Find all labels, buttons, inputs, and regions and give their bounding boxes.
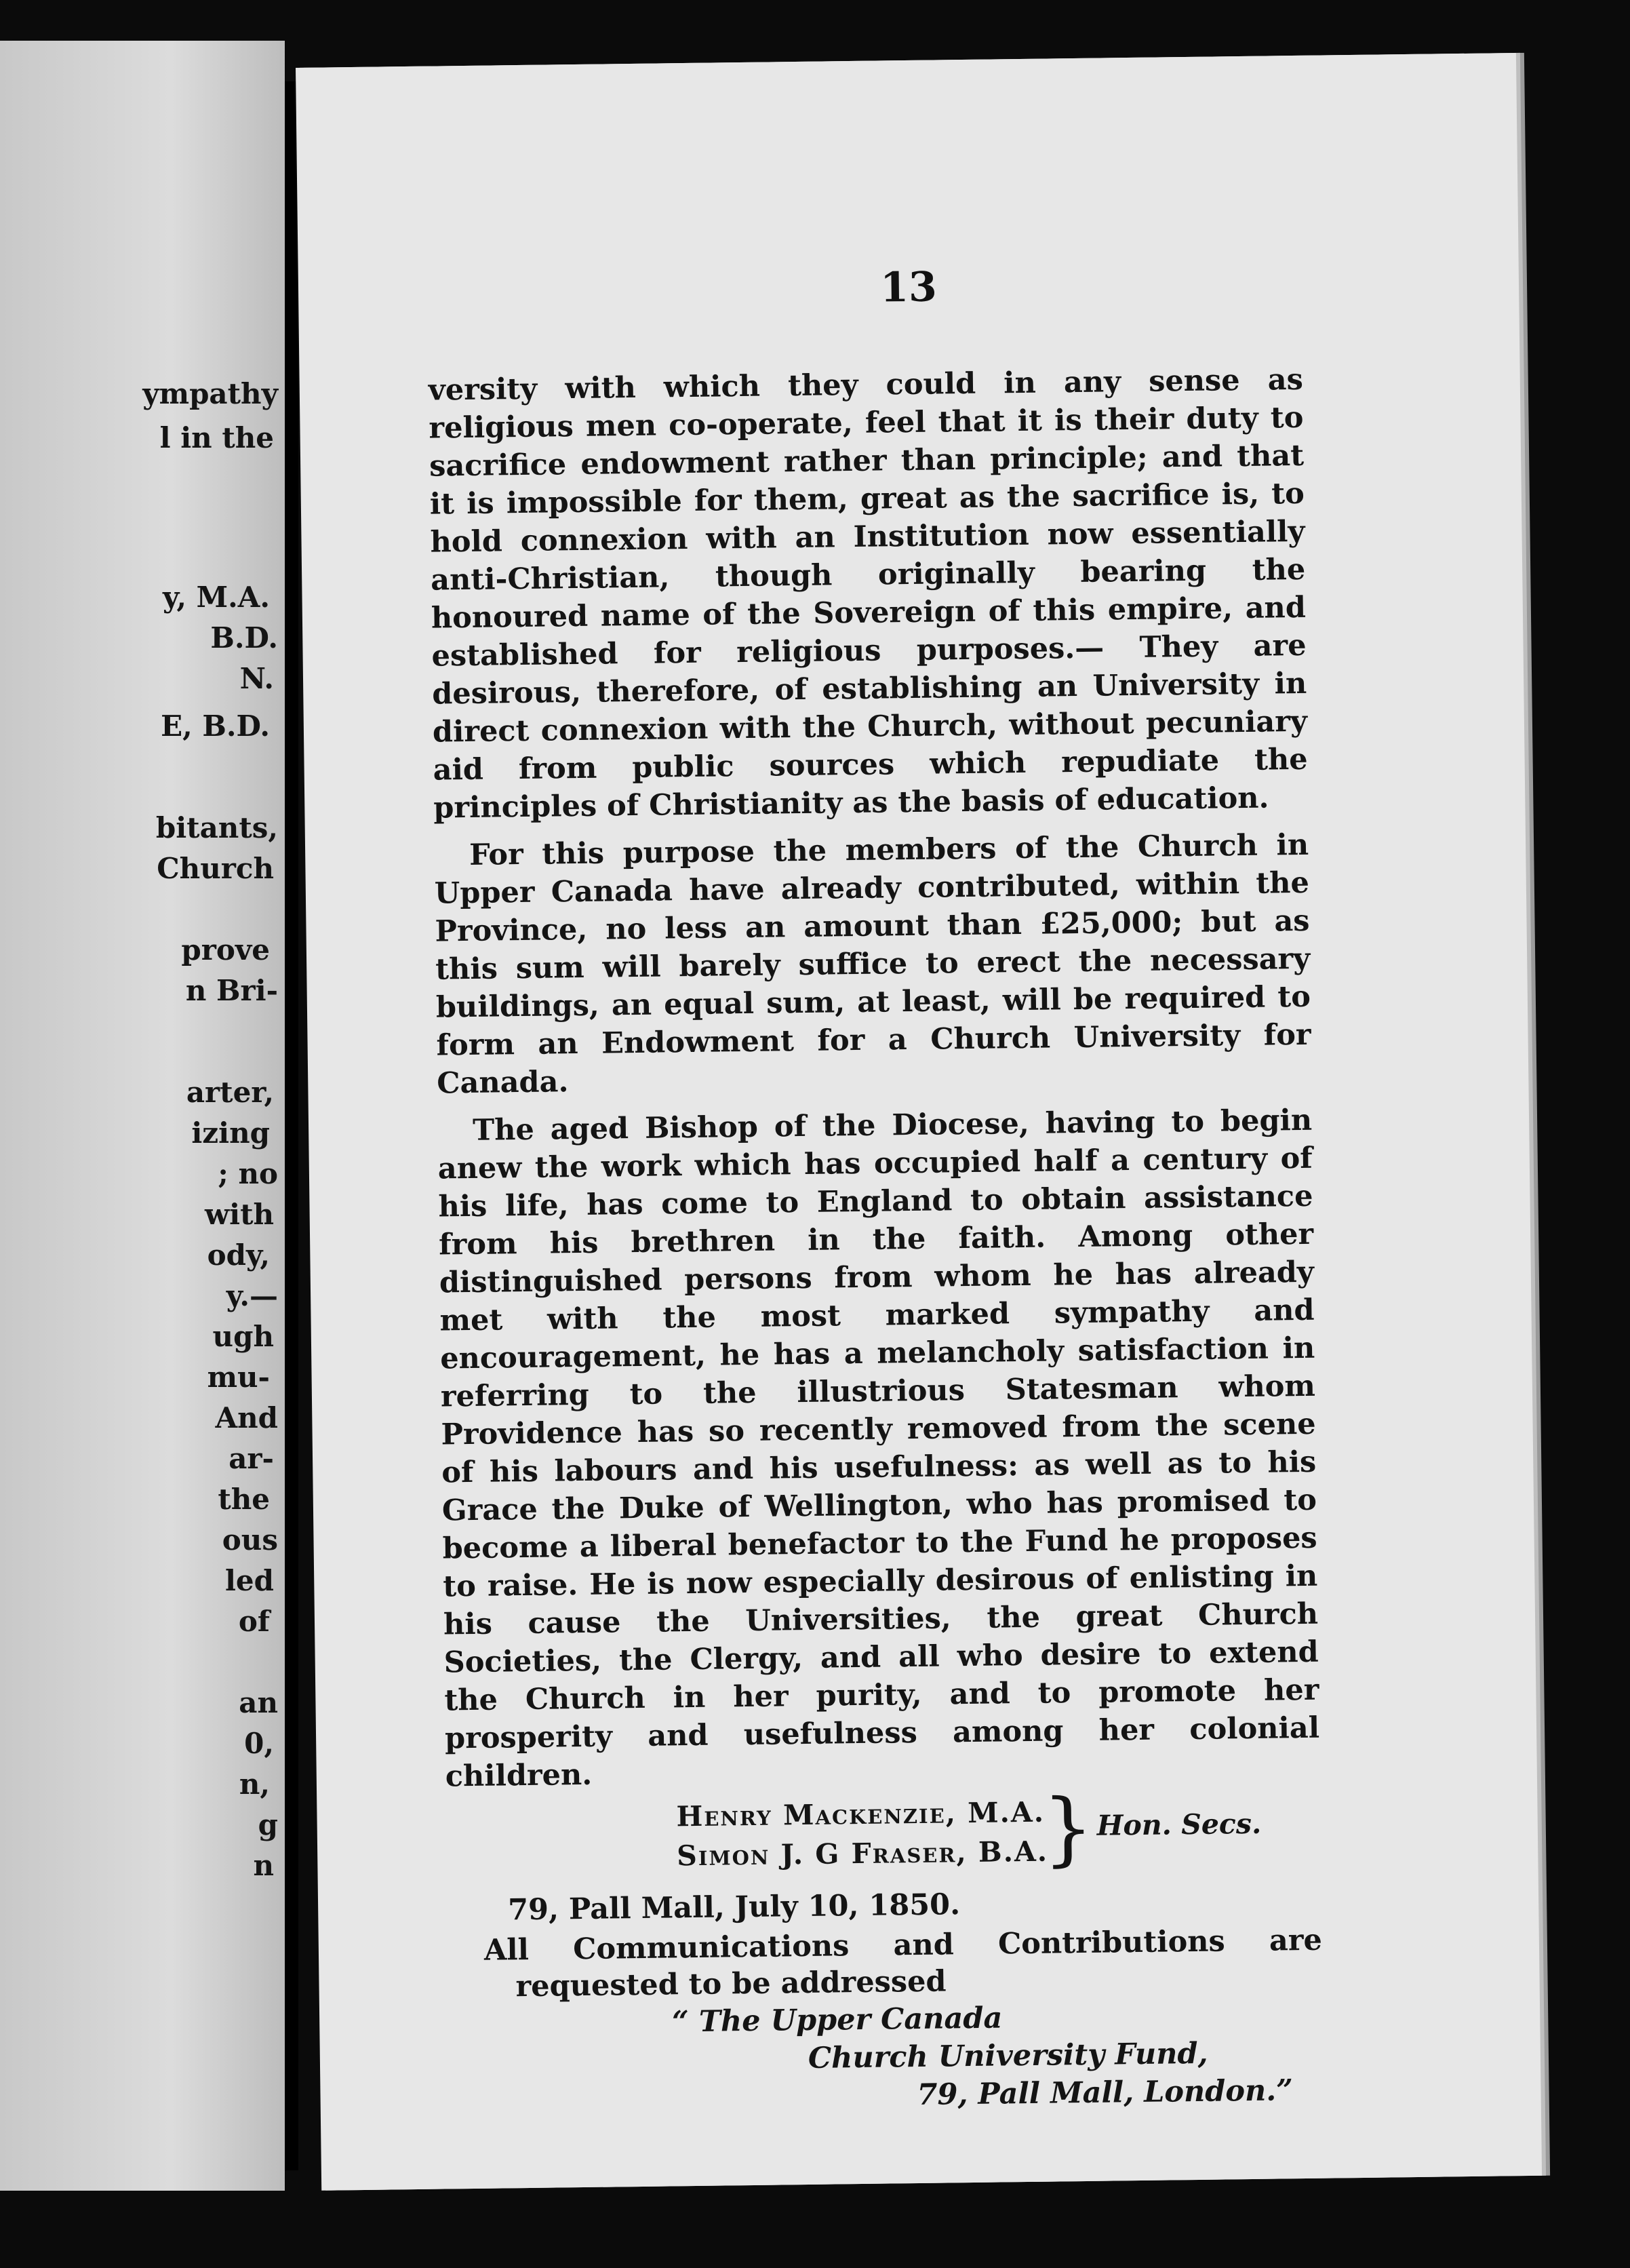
- left-page-line: arter,: [186, 1076, 274, 1109]
- left-page-line: an: [239, 1686, 278, 1719]
- left-page-line: y, M.A.: [163, 581, 270, 614]
- left-page-line: ous: [222, 1523, 278, 1557]
- left-page-line: n Bri-: [185, 974, 278, 1007]
- signatory-names: [676, 1793, 1048, 1876]
- address-line-3: 79, Pall Mall, London.”: [917, 2073, 1294, 2113]
- left-page-line: l in the: [159, 421, 274, 454]
- left-page-line: B.D.: [210, 621, 278, 654]
- left-page-line: g: [258, 1808, 278, 1841]
- left-page-line: n: [253, 1849, 274, 1882]
- left-page-line: n,: [239, 1767, 270, 1801]
- left-page-line: with: [204, 1198, 274, 1231]
- left-page-line: And: [215, 1401, 278, 1434]
- left-page-line: of: [238, 1605, 270, 1638]
- signatory-2: Simon J. G Fraser, B.A.: [676, 1835, 1049, 1873]
- paragraph-3: The aged Bishop of the Diocese, having to begin anew the work which has occupied half a century of his life, has come to England to obtain assistance from his brethren in the faith. Among other distinguished persons from whom he has already met with the most marked sympathy and encouragement, he has a melancholy satisfaction in referring to the illustrious Statesman whom Providence has so recently removed from the scene of his labours and his usefulness: as well as to his Grace the Duke of Wellington, who has promised to become a liberal benefactor to the Fund he proposes to raise. He is now especially desirous of enlisting in his cause the Universities, the great Church Societies, the Clergy, and all who desire to extend the Church in her purity, and to promote her prosperity and usefulness among her colonial children.: [437, 1103, 1320, 1794]
- paragraph-2: For this purpose the members of the Church in Upper Canada have already contributed, within the Province, no less an amount than £25,000; but as this sum will barely suffice to erect the necessary buildings, an equal sum, at least, will be required to form an Endowment for a Church University for Canada.: [434, 827, 1311, 1101]
- signatory-1: Henry Mackenzie, M.A.: [676, 1795, 1046, 1833]
- address-line-2: Church University Fund,: [808, 2036, 1208, 2075]
- paragraph-1: versity with which they could in any sense as religious men co-operate, feel that it is their duty to sacrifice endowment rather than principle; and that it is impossible for them, great as the sacrifice is, to hold connexion with an Institution now essentially anti-Christian, though originally bearing the honoured name of the Sovereign of this empire, and established for religious purposes.— They are desirous, therefore, of establishing an University in direct connexion with the Church, without pecuniary aid from public sources which repudiate the principles of Christianity as the basis of education.: [428, 362, 1308, 825]
- page-number: 13: [879, 263, 938, 312]
- address-line-1: “ The Upper Canada: [671, 2001, 1003, 2039]
- communications-note: All Communications and Contributions are requested to be addressed: [483, 1923, 1323, 2004]
- left-page-line: izing: [191, 1116, 270, 1150]
- left-page-line: E, B.D.: [161, 709, 270, 743]
- body-text: [428, 361, 1324, 2120]
- left-page-line: bitants,: [155, 811, 278, 844]
- signature-block: [445, 1780, 1321, 1890]
- left-page-line: ; no: [218, 1157, 278, 1190]
- left-page-line: the: [218, 1483, 270, 1516]
- left-page-line: 0,: [244, 1727, 274, 1760]
- brace-glyph: }: [1041, 1780, 1094, 1875]
- left-page-line: prove: [181, 933, 270, 966]
- left-page-line: mu-: [207, 1361, 270, 1394]
- left-facing-page: [0, 41, 285, 2191]
- date-line: 79, Pall Mall, July 10, 1850.: [507, 1888, 961, 1928]
- left-page-line: ar-: [228, 1442, 274, 1475]
- left-page-line: N.: [239, 662, 274, 695]
- left-page-line: ody,: [207, 1238, 270, 1272]
- left-page-line: y.—: [226, 1279, 278, 1312]
- right-page: [296, 53, 1542, 2191]
- left-page-line: ympathy: [142, 377, 278, 410]
- signatory-title: Hon. Secs.: [1096, 1807, 1262, 1842]
- left-page-line: led: [224, 1564, 274, 1597]
- left-page-line: ugh: [212, 1320, 274, 1353]
- left-page-line: Church: [157, 852, 274, 885]
- book-gutter: [285, 81, 298, 2170]
